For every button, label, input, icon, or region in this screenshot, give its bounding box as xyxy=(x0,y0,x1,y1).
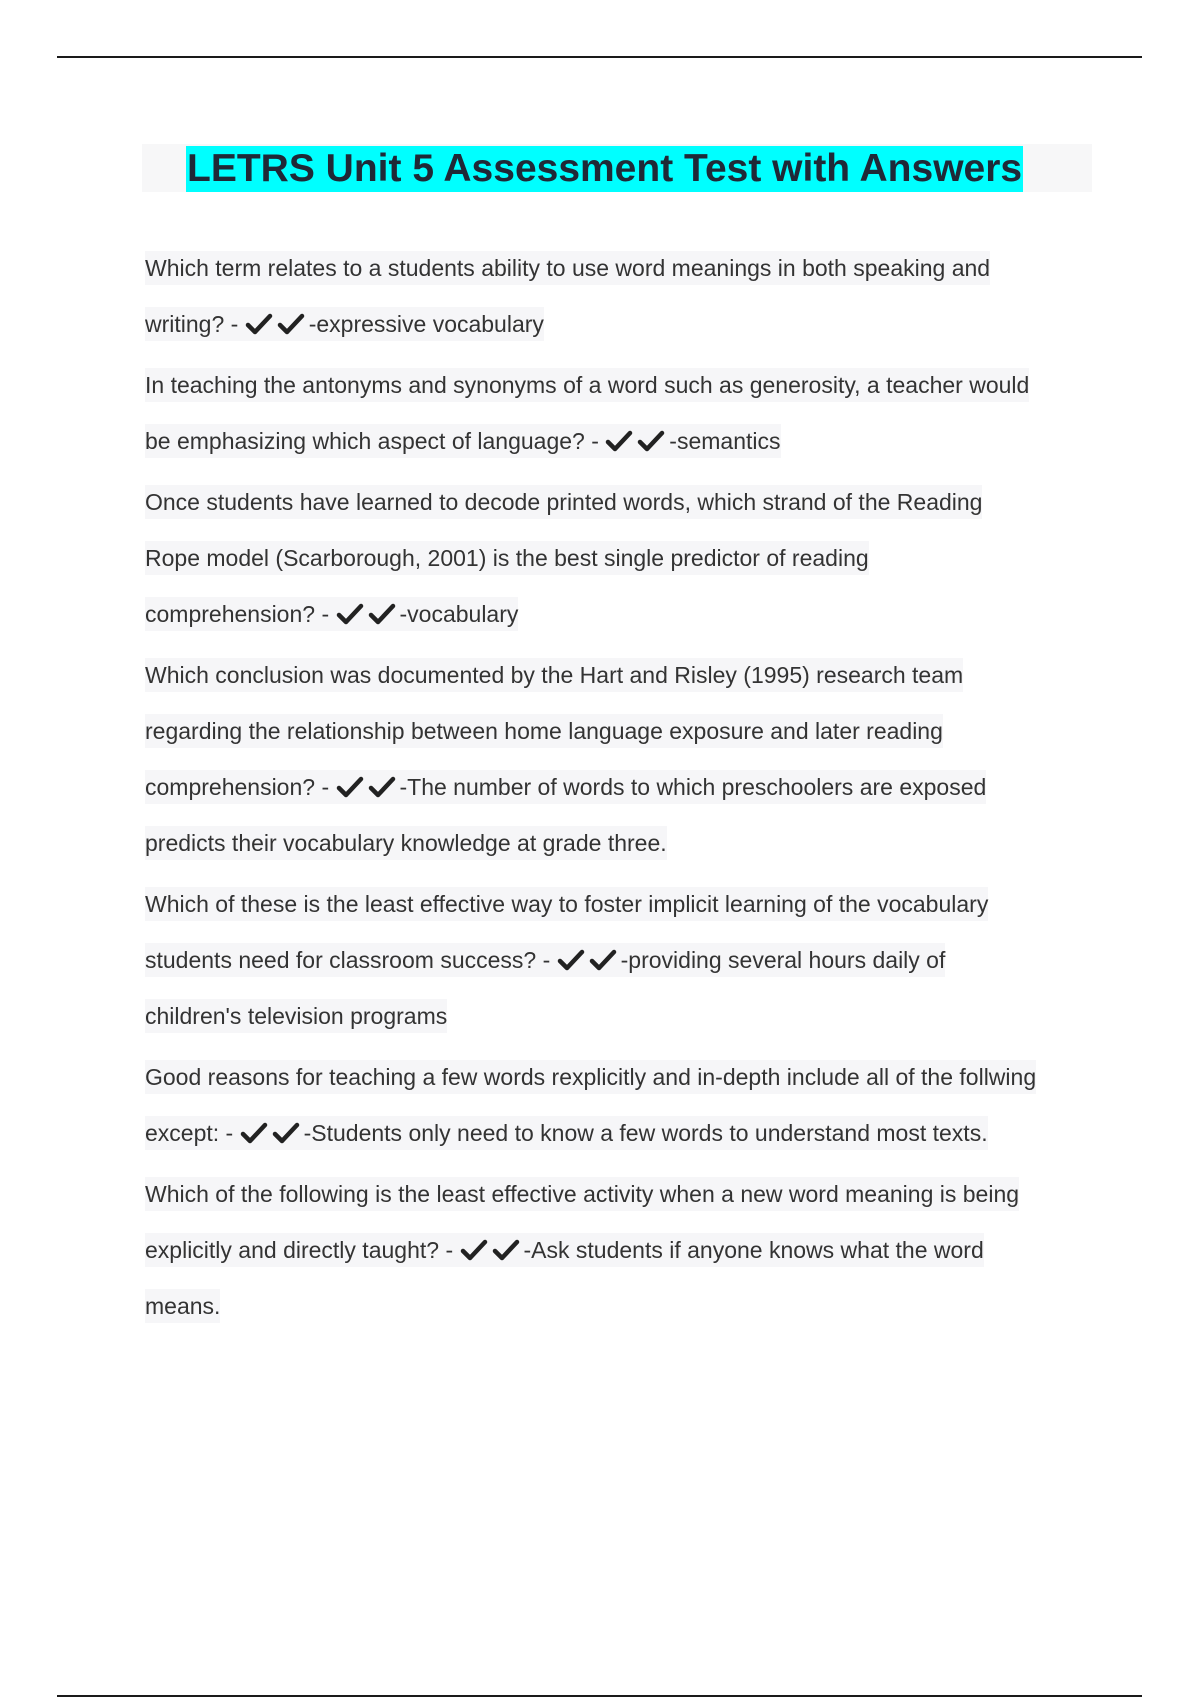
answer-text: -Students only need to know a few words to understand most texts. xyxy=(303,1120,988,1146)
check-icon xyxy=(368,775,396,799)
qa-item xyxy=(145,240,1105,352)
question-answer-line: students need for classroom success? - -providing several hours daily of xyxy=(145,932,1105,988)
check-icon xyxy=(336,775,364,799)
check-icon xyxy=(589,948,617,972)
answer-text: -vocabulary xyxy=(399,601,519,627)
answer-text: -The number of words to which preschoolers are exposed xyxy=(399,774,987,800)
qa-item xyxy=(145,1049,1105,1161)
qa-list xyxy=(145,240,1105,1339)
check-icon xyxy=(240,1121,268,1145)
answer-line: predicts their vocabulary knowledge at grade three. xyxy=(145,815,1105,871)
question-answer-line: except: - -Students only need to know a few words to understand most texts. xyxy=(145,1105,1105,1161)
check-icon xyxy=(492,1238,520,1262)
answer-line: means. xyxy=(145,1278,1105,1334)
check-icon xyxy=(368,602,396,626)
question-line: Rope model (Scarborough, 2001) is the best single predictor of reading xyxy=(145,530,1105,586)
question-answer-line: comprehension? - -vocabulary xyxy=(145,586,1105,642)
check-icon xyxy=(557,948,585,972)
check-icon xyxy=(460,1238,488,1262)
check-icon xyxy=(605,429,633,453)
check-icon xyxy=(637,429,665,453)
qa-item xyxy=(145,1166,1105,1334)
question-line: Which conclusion was documented by the Hart and Risley (1995) research team xyxy=(145,647,1105,703)
top-rule xyxy=(57,56,1142,58)
answer-text: -Ask students if anyone knows what the word xyxy=(523,1237,984,1263)
check-icon xyxy=(336,602,364,626)
check-icon xyxy=(277,312,305,336)
bottom-rule xyxy=(57,1695,1142,1697)
answer-text: -semantics xyxy=(669,428,781,454)
question-line: regarding the relationship between home language exposure and later reading xyxy=(145,703,1105,759)
question-answer-line: comprehension? - -The number of words to which preschoolers are exposed xyxy=(145,759,1105,815)
qa-item xyxy=(145,647,1105,871)
question-line: Good reasons for teaching a few words rexplicitly and in-depth include all of the follwing xyxy=(145,1049,1105,1105)
document-title: LETRS Unit 5 Assessment Test with Answers xyxy=(187,147,1023,190)
question-line: Which of the following is the least effective activity when a new word meaning is being xyxy=(145,1166,1105,1222)
answer-text: -providing several hours daily of xyxy=(620,947,946,973)
answer-line: children's television programs xyxy=(145,988,1105,1044)
question-answer-line: writing? - -expressive vocabulary xyxy=(145,296,1105,352)
answer-text: -expressive vocabulary xyxy=(308,311,544,337)
check-icon xyxy=(272,1121,300,1145)
question-line: Which term relates to a students ability to use word meanings in both speaking and xyxy=(145,240,1105,296)
question-line: In teaching the antonyms and synonyms of a word such as generosity, a teacher would xyxy=(145,357,1105,413)
question-line: Once students have learned to decode printed words, which strand of the Reading xyxy=(145,474,1105,530)
check-icon xyxy=(245,312,273,336)
qa-item xyxy=(145,876,1105,1044)
qa-item xyxy=(145,474,1105,642)
qa-item xyxy=(145,357,1105,469)
question-answer-line: be emphasizing which aspect of language? - -semantics xyxy=(145,413,1105,469)
question-answer-line: explicitly and directly taught? - -Ask students if anyone knows what the word xyxy=(145,1222,1105,1278)
question-line: Which of these is the least effective way to foster implicit learning of the vocabulary xyxy=(145,876,1105,932)
